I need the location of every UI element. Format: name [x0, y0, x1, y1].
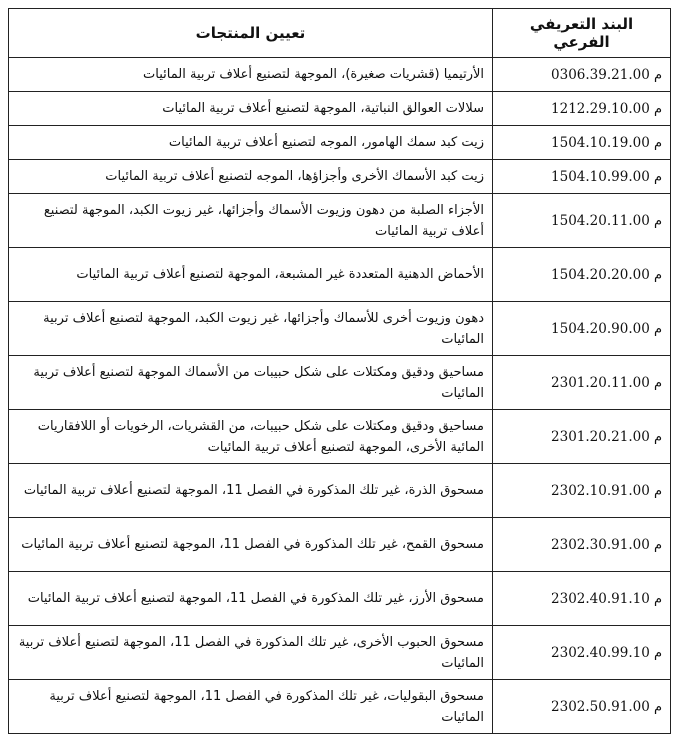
- product-description: مساحيق ودقيق ومكتلات على شكل حبيبات من الأسماك الموجهة لتصنيع أعلاف تربية المائيات: [9, 356, 493, 410]
- table-row: [9, 160, 671, 194]
- code-prefix: م: [653, 267, 662, 283]
- tariff-code: 2302.10.91.00: [551, 482, 650, 499]
- tariff-code: 1504.10.19.00: [551, 134, 650, 151]
- tariff-code-cell: [493, 572, 671, 626]
- table-row: [9, 248, 671, 302]
- table-row: [9, 518, 671, 572]
- code-prefix: م: [653, 483, 662, 499]
- product-description: مسحوق الذرة، غير تلك المذكورة في الفصل 11، الموجهة لتصنيع أعلاف تربية المائيات: [9, 464, 493, 518]
- product-description: مسحوق القمح، غير تلك المذكورة في الفصل 11، الموجهة لتصنيع أعلاف تربية المائيات: [9, 518, 493, 572]
- table-row: [9, 680, 671, 734]
- code-prefix: م: [653, 213, 662, 229]
- product-description: مسحوق البقوليات، غير تلك المذكورة في الفصل 11، الموجهة لتصنيع أعلاف تربية المائيات: [9, 680, 493, 734]
- table-row: [9, 92, 671, 126]
- tariff-code: 1504.20.20.00: [551, 266, 650, 283]
- tariff-code: 2301.20.11.00: [551, 374, 650, 391]
- tariff-code-cell: [493, 194, 671, 248]
- tariff-code-cell: [493, 58, 671, 92]
- product-description: زيت كبد الأسماك الأخرى وأجزاؤها، الموجه لتصنيع أعلاف تربية المائيات: [9, 160, 493, 194]
- product-description: سلالات العوالق النباتية، الموجهة لتصنيع أعلاف تربية المائيات: [9, 92, 493, 126]
- product-description: مساحيق ودقيق ومكتلات على شكل حبيبات، من القشريات، الرخويات أو اللافقاريات المائية الأخرى، الموجهة لتصنيع أعلاف تربية المائيات: [9, 410, 493, 464]
- table-row: [9, 626, 671, 680]
- tariff-code-cell: [493, 160, 671, 194]
- tariff-code-cell: [493, 302, 671, 356]
- product-description: الأرتيميا (قشريات صغيرة)، الموجهة لتصنيع أعلاف تربية المائيات: [9, 58, 493, 92]
- code-prefix: م: [653, 429, 662, 445]
- tariff-code: 1504.10.99.00: [551, 168, 650, 185]
- product-description: مسحوق الحبوب الأخرى، غير تلك المذكورة في الفصل 11، الموجهة لتصنيع أعلاف تربية المائيات: [9, 626, 493, 680]
- product-description: دهون وزيوت أخرى للأسماك وأجزائها، غير زيوت الكبد، الموجهة لتصنيع أعلاف تربية المائيات: [9, 302, 493, 356]
- product-description: الأجزاء الصلبة من دهون وزيوت الأسماك وأجزائها، غير زيوت الكبد، الموجهة لتصنيع أعلاف تربية المائيات: [9, 194, 493, 248]
- tariff-code-cell: [493, 126, 671, 160]
- table-row: [9, 126, 671, 160]
- code-prefix: م: [653, 101, 662, 117]
- products-table: [8, 8, 671, 734]
- tariff-code: 0306.39.21.00: [551, 66, 650, 83]
- tariff-code: 2302.50.91.00: [551, 698, 650, 715]
- tariff-code-cell: [493, 248, 671, 302]
- tariff-code-cell: [493, 410, 671, 464]
- tariff-code: 2301.20.21.00: [551, 428, 650, 445]
- tariff-code: 1504.20.11.00: [551, 212, 650, 229]
- code-prefix: م: [653, 645, 662, 661]
- tariff-code: 2302.40.91.10: [551, 590, 650, 607]
- tariff-code: 2302.30.91.00: [551, 536, 650, 553]
- tariff-code-cell: [493, 680, 671, 734]
- table-row: [9, 572, 671, 626]
- tariff-code-cell: [493, 626, 671, 680]
- table-header-row: [9, 9, 671, 58]
- document-page: [8, 8, 671, 734]
- code-prefix: م: [653, 591, 662, 607]
- product-description: زيت كبد سمك الهامور، الموجه لتصنيع أعلاف تربية المائيات: [9, 126, 493, 160]
- product-description: مسحوق الأرز، غير تلك المذكورة في الفصل 11، الموجهة لتصنيع أعلاف تربية المائيات: [9, 572, 493, 626]
- tariff-code-cell: [493, 518, 671, 572]
- table-row: [9, 58, 671, 92]
- code-prefix: م: [653, 135, 662, 151]
- code-prefix: م: [653, 537, 662, 553]
- tariff-code: 2302.40.99.10: [551, 644, 650, 661]
- header-tariff-code: البند التعريفي الفرعي: [493, 9, 671, 58]
- code-prefix: م: [653, 169, 662, 185]
- code-prefix: م: [653, 699, 662, 715]
- table-row: [9, 464, 671, 518]
- tariff-code-cell: [493, 356, 671, 410]
- code-prefix: م: [653, 375, 662, 391]
- table-row: [9, 410, 671, 464]
- tariff-code-cell: [493, 464, 671, 518]
- product-description: الأحماض الدهنية المتعددة غير المشبعة، الموجهة لتصنيع أعلاف تربية المائيات: [9, 248, 493, 302]
- tariff-code-cell: [493, 92, 671, 126]
- tariff-code: 1504.20.90.00: [551, 320, 650, 337]
- header-product-designation: تعيين المنتجات: [9, 9, 493, 58]
- code-prefix: م: [653, 67, 662, 83]
- table-row: [9, 302, 671, 356]
- table-row: [9, 194, 671, 248]
- code-prefix: م: [653, 321, 662, 337]
- table-row: [9, 356, 671, 410]
- tariff-code: 1212.29.10.00: [551, 100, 650, 117]
